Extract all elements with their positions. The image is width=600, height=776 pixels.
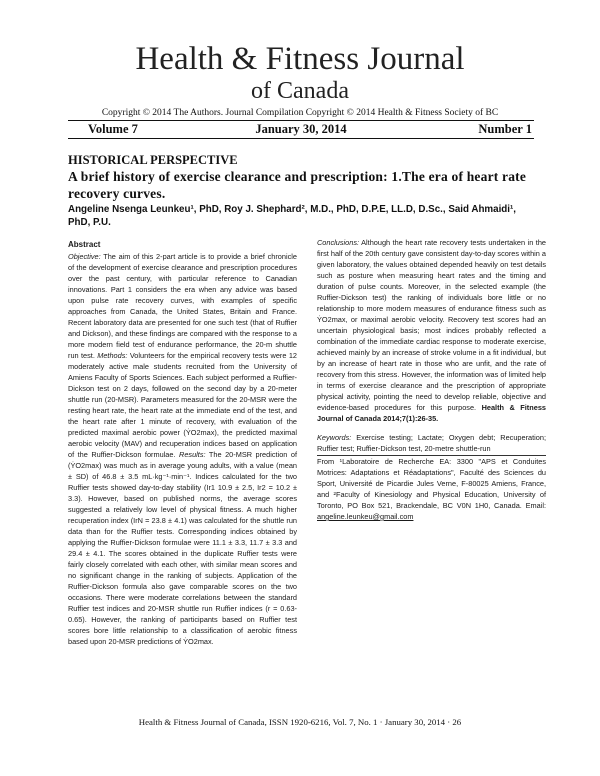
abstract-heading: Abstract	[68, 240, 101, 249]
section-label: HISTORICAL PERSPECTIVE	[68, 153, 238, 167]
issue-line	[68, 121, 534, 137]
keywords-text: Exercise testing; Lactate; Oxygen debt; Recuperation; Ruffier test; Ruffier-Dickson test, 20-metre shuttle-run	[317, 433, 546, 453]
keywords-label: Keywords:	[317, 433, 352, 442]
results-text: The 20-MSR prediction of (ẎO2max) was much as in average young adults, with a value (mean ± SD) of 46.8 ± 3.5 mL·kg⁻¹·min⁻¹. Indices calculated for the two Ruffier tests showed day-to-day stability (Ir1 10.9 ± 2.5, Ir2 = 10.2 ± 3.3). However, based on published norms, the average scores suggested a relatively low level of physical fitness. A much higher recuperation index (IrN = 23.8 ± 4.1) was calculated for the shuttle run data than for the Ruffier tests. Corresponding indices obtained by applying the Ruffier-Dickson formulae were 11.1 ± 3.3, 11.7 ± 3.3 and 29.4 ± 4.1. The scores obtained in the duplicate Ruffier tests were fairly closely correlated with each other, with similar mean scores and no significant change in the ranking of subjects. Application of the Ruffier-Dickson formula also gave comparable scores on the two occasions. There were moderate correlations between the standard Ruffier test indices and 20-MSR shuttle run Ruffier indices (r = 0.63-0.65). However, the ranking of participants based on Ruffier test scores bore little relationship to a classification of aerobic fitness based upon 20-MSR predictions of ẎO2max.	[68, 450, 297, 646]
abstract-right-column	[317, 237, 546, 522]
volume-label: Volume 7	[88, 122, 138, 136]
author-email-link[interactable]: angeline.leunkeu@gmail.com	[317, 512, 414, 521]
article-header	[68, 153, 534, 229]
citation: Health & Fitness Journal of Canada 2014;7(1):26-35.	[317, 403, 546, 423]
objective-text: The aim of this 2-part article is to provide a brief chronicle of the development of exercise clearance and prescription procedures over the past century, with particular reference to Canadian innovations. Part 1 considers the era when any advice was based upon pulse rate recovery curves, with examples of specific approaches from Canada, the United States, Britain and France. Recent laboratory data are presented for one such test (that of Ruffier and Dickson), and these findings are compared with the response to a more modern field test of endurance performance, the 20-m shuttle run test.	[68, 252, 297, 360]
conclusions-label: Conclusions:	[317, 238, 360, 247]
copyright-line: Copyright © 2014 The Authors. Journal Compilation Copyright © 2014 Health & Fitness Society of BC	[101, 108, 499, 118]
methods-label: Methods:	[97, 351, 128, 360]
conclusions-text: Although the heart rate recovery tests undertaken in the first half of the 20th century gave consistent day-to-day scores within a given laboratory, the values obtained depended heavily on test details such as posture when measuring heart rates and the timing and duration of pulse counts. Moreover, in the selected example (the Ruffier-Dickson test) the ranking of individuals bore little or no relationship to more modern measures of endurance fitness such as ẎO2max, or maximal aerobic velocity. Recovery test scores had an uncertain physiological basis; most indices probably reflected a combination of the immediate cardiac response to moderate exercise, achieved mainly by an increase of stroke volume in a fit individual, but by an increase of heart rate in those who are unfit, and the rate of recovery from this stress. However, the information was of limited help in terms of exercise clearance and the prescription of appropriate physical activity, pointing the need to develop reliable, objective and evidence-based procedures for this purpose.	[317, 238, 546, 412]
journal-title: Health & Fitness Journal	[135, 41, 465, 77]
objective-label: Objective:	[68, 252, 101, 261]
abstract-left-column	[68, 239, 297, 679]
article-title: A brief history of exercise clearance and prescription: 1.The era of heart rate recovery curves.	[68, 169, 527, 201]
results-label: Results:	[179, 450, 206, 459]
keywords	[317, 432, 546, 454]
author-list: Angeline Nsenga Leunkeu¹, PhD, Roy J. Shephard², M.D., PhD, D.P.E, LL.D, D.Sc., Said Ahmaidi¹, PhD, P.U.	[68, 204, 517, 228]
affiliation-text: From ¹Laboratoire de Recherche EA: 3300 "APS et Conduites Motrices: Adaptations et Réadaptations", Faculté des Sciences du Sport, Université de Picardie Jules Verne, F-80025 Amiens, France, and ²Faculty of Kinesiology and Physical Education, University of Toronto, PO Box 521, Brackendale, BC V0N 1H0, Canada. Email:	[317, 457, 546, 510]
header-rule-bottom	[68, 138, 534, 139]
affiliation	[317, 456, 546, 522]
page-footer: Health & Fitness Journal of Canada, ISSN 1920-6216, Vol. 7, No. 1 · January 30, 2014 · 26	[138, 717, 462, 727]
abstract-body-left	[68, 251, 297, 647]
issue-date: January 30, 2014	[255, 122, 347, 136]
methods-text: Volunteers for the empirical recovery tests were 12 moderately active male students recruited from the University of Amiens Faculty of Sports Sciences. Each subject performed a Ruffier-Dickson test on 2 days, followed on the second day by a 20-meter shuttle run (20-MSR). Parameters measured for the 20-MSR were the resting heart rate, the heart rate at the immediate end of the test, and the heart rate after 1 minute of recovery, with evaluation of the predicted maximal aerobic power (ẎO2max), the predicted maximal aerobic velocity (MAV) and recuperation indices based on application of the Ruffier-Dickson formulae.	[68, 351, 297, 459]
issue-number: Number 1	[478, 122, 532, 136]
abstract-body-right	[317, 237, 546, 424]
journal-subtitle: of Canada	[251, 78, 349, 104]
